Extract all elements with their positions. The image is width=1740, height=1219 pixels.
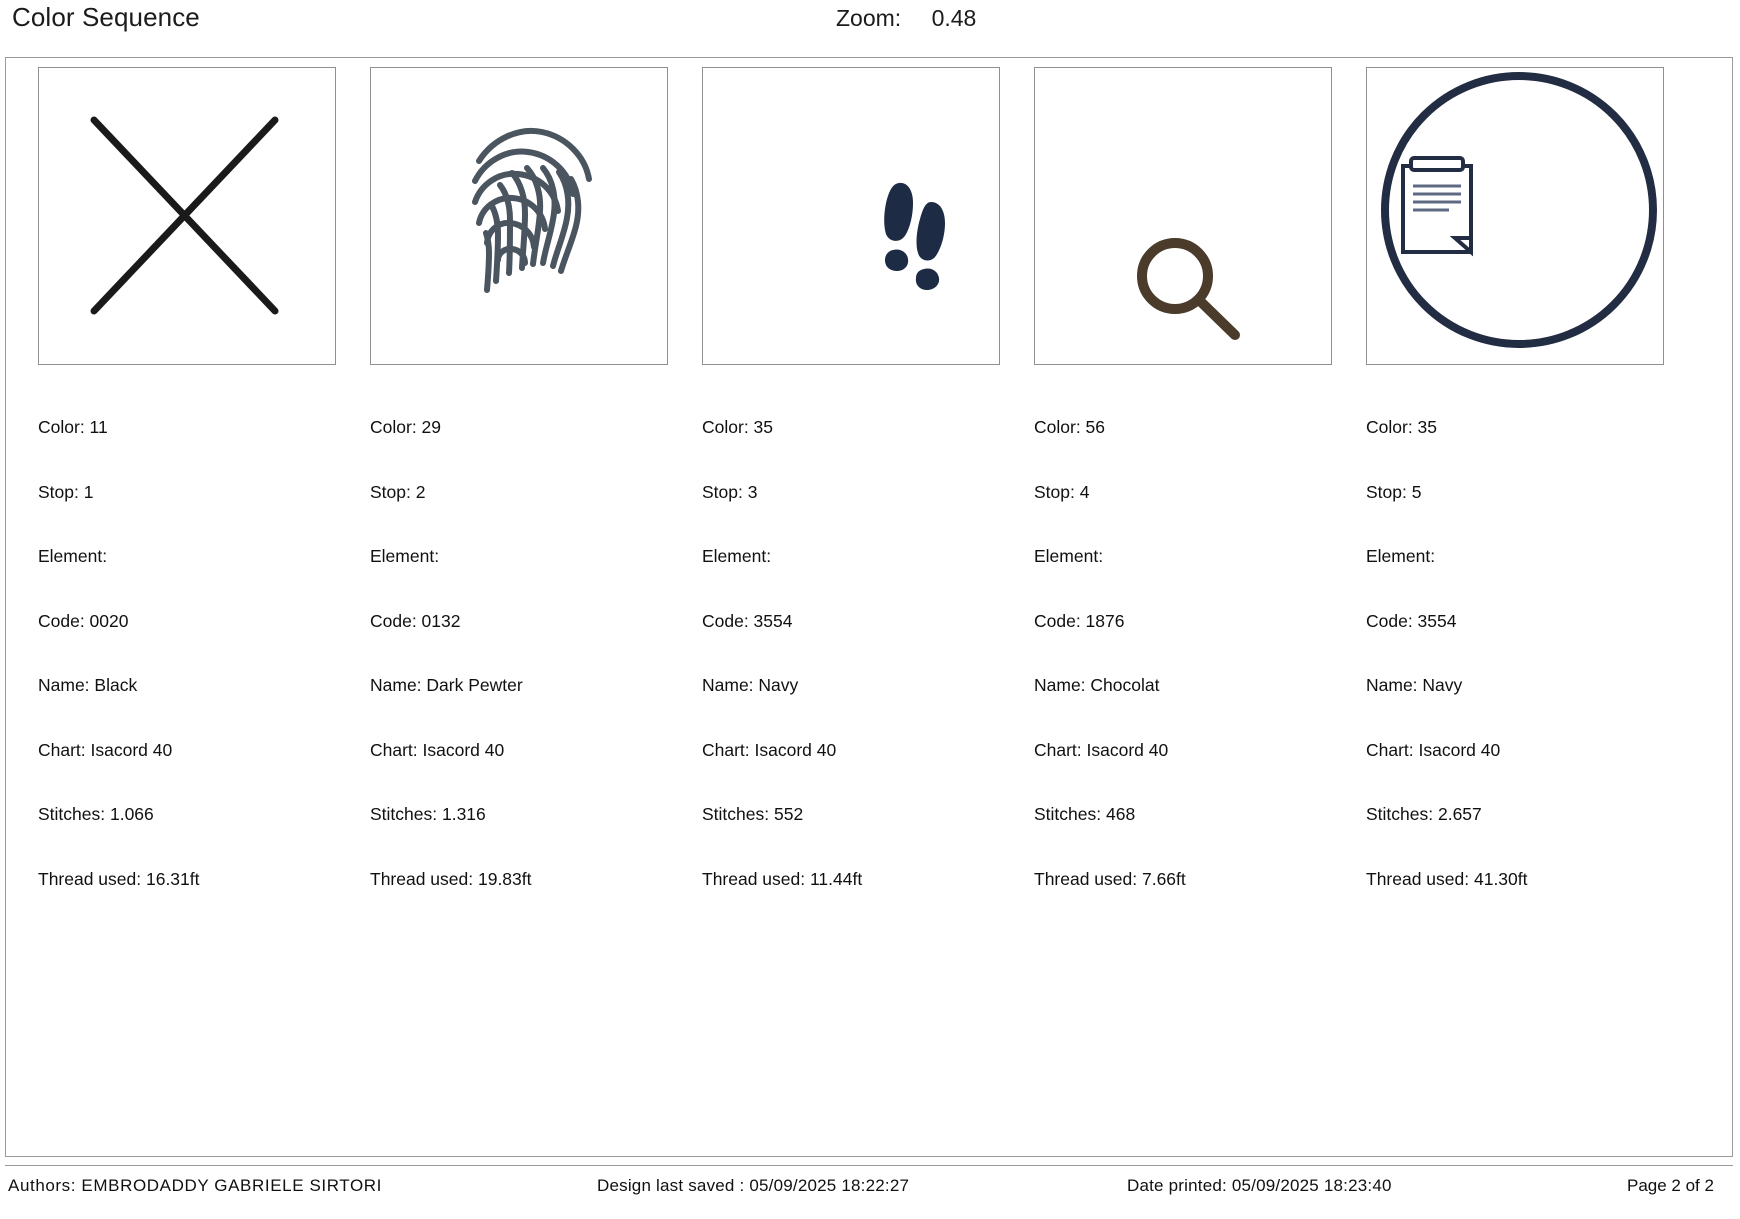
design-thumbnail[interactable] [370,67,668,365]
stitch-count: Stitches: 552 [702,804,804,824]
footer-date-printed: Date printed: 05/09/2025 18:23:40 [1127,1176,1392,1195]
thread-code: Code: 3554 [702,610,793,631]
design-thumbnail[interactable] [38,67,336,365]
list-item[interactable] [702,67,1030,933]
thread-used: Thread used: 41.30ft [1366,868,1528,889]
thread-name: Name: Navy [1366,675,1463,695]
footer-last-saved: Design last saved : 05/09/2025 18:22:27 [597,1176,910,1195]
color-number: Color: 35 [702,417,774,437]
design-thumbnail[interactable] [1366,67,1664,365]
stitch-count: Stitches: 1.316 [370,804,486,824]
thread-meta [1366,374,1694,933]
thread-chart: Chart: Isacord 40 [38,739,173,760]
design-thumbnail[interactable] [702,67,1000,365]
magnifier-icon [1035,68,1332,365]
thread-name: Name: Navy [702,675,799,695]
stop-number: Stop: 4 [1034,481,1090,502]
thread-chart: Chart: Isacord 40 [1366,739,1501,760]
thread-meta [1034,374,1362,933]
color-sequence-list [38,67,1698,933]
element-label: Element: [1366,546,1436,566]
thread-used: Thread used: 7.66ft [1034,868,1186,889]
thread-name: Name: Black [38,675,138,695]
stitch-count: Stitches: 468 [1034,804,1136,824]
page-header [0,0,1740,55]
thread-code: Code: 0132 [370,610,461,631]
zoom-control [836,5,976,32]
stop-number: Stop: 2 [370,481,426,502]
thread-chart: Chart: Isacord 40 [370,739,505,760]
element-label: Element: [702,546,772,566]
stop-number: Stop: 1 [38,481,94,502]
zoom-value: 0.48 [931,5,977,31]
thread-used: Thread used: 16.31ft [38,868,200,889]
stop-number: Stop: 3 [702,481,758,502]
thread-code: Code: 3554 [1366,610,1457,631]
thread-used: Thread used: 19.83ft [370,868,532,889]
thread-chart: Chart: Isacord 40 [1034,739,1169,760]
clipboard-circle-icon [1367,68,1664,365]
list-item[interactable] [38,67,366,933]
color-number: Color: 29 [370,417,442,437]
stitch-count: Stitches: 2.657 [1366,804,1482,824]
element-label: Element: [38,546,108,566]
design-thumbnail[interactable] [1034,67,1332,365]
thread-meta [702,374,1030,933]
color-number: Color: 11 [38,417,108,437]
thread-code: Code: 0020 [38,610,129,631]
footprints-icon [703,68,1000,365]
thread-used: Thread used: 11.44ft [702,868,863,889]
stitch-count: Stitches: 1.066 [38,804,154,824]
list-item[interactable] [1366,67,1694,933]
footer-divider [5,1165,1733,1166]
thread-code: Code: 1876 [1034,610,1125,631]
list-item[interactable] [370,67,698,933]
thread-name: Name: Chocolat [1034,675,1160,695]
thread-meta [370,374,698,933]
color-number: Color: 35 [1366,417,1438,437]
footer-authors: Authors: EMBRODADDY GABRIELE SIRTORI [8,1176,382,1195]
cross-x-icon [39,68,336,365]
list-item[interactable] [1034,67,1362,933]
page-title: Color Sequence [12,2,200,32]
element-label: Element: [370,546,440,566]
thread-meta [38,374,366,933]
thread-chart: Chart: Isacord 40 [702,739,837,760]
thread-name: Name: Dark Pewter [370,675,523,695]
zoom-label: Zoom: [836,5,902,31]
fingerprint-icon [371,68,668,365]
footer-page-number: Page 2 of 2 [1627,1176,1714,1195]
stop-number: Stop: 5 [1366,481,1422,502]
element-label: Element: [1034,546,1104,566]
color-number: Color: 56 [1034,417,1106,437]
